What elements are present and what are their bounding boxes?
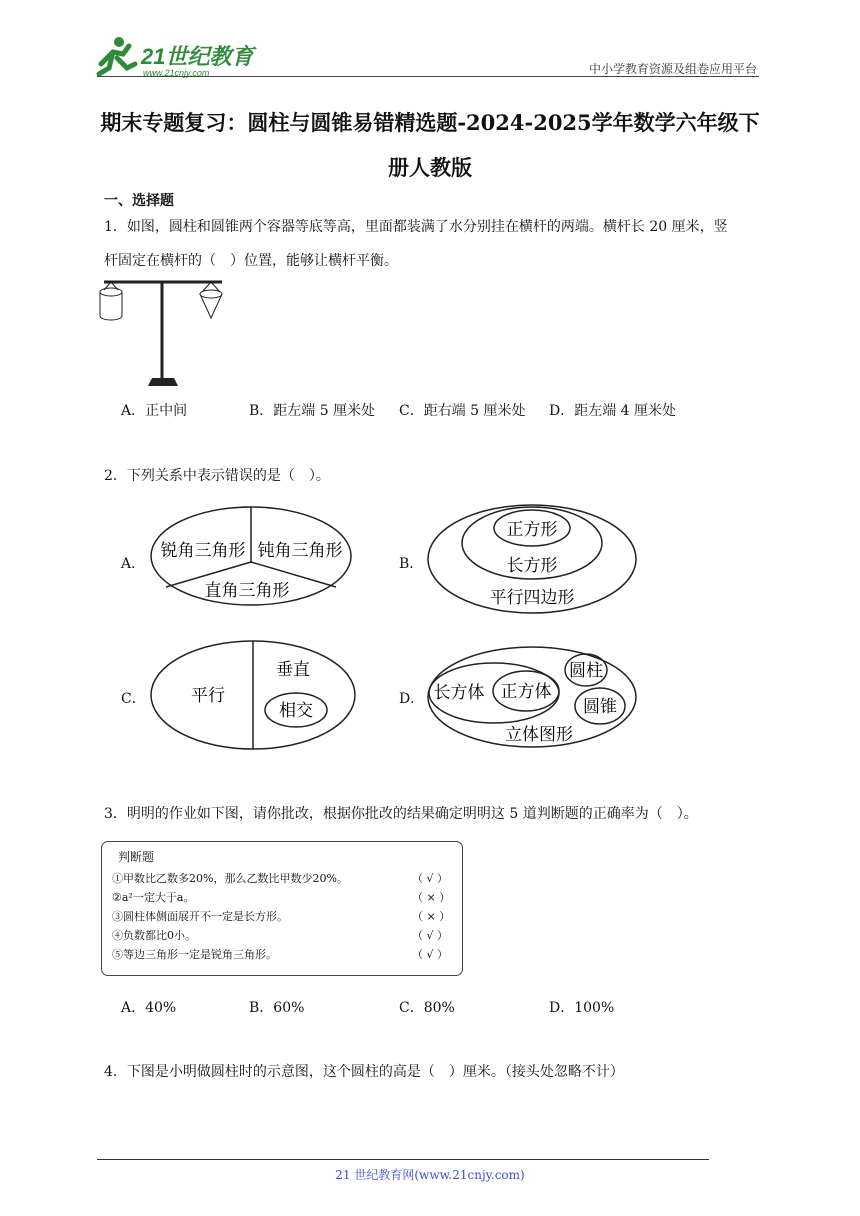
q2-text: 2．下列关系中表示错误的是（ ）。 xyxy=(104,468,330,484)
q2-label-b[interactable]: B． xyxy=(399,556,424,572)
q1-option-d[interactable]: D．距左端 4 厘米处 xyxy=(549,403,677,419)
logo-runner-icon xyxy=(95,34,265,78)
header-divider xyxy=(97,76,759,77)
q2-diagram-c xyxy=(148,638,358,752)
homework-mark-3: （ × ） xyxy=(412,910,451,923)
q3-text: 3．明明的作业如下图，请你批改，根据你批改的结果确定明明这 5 道判断题的正确率为（ ）。 xyxy=(104,806,698,822)
svg-text:www.21cnjy.com: www.21cnjy.com xyxy=(143,68,210,78)
homework-row-5: ⑤等边三角形一定是锐角三角形。 （ √ ） xyxy=(112,948,449,961)
homework-box xyxy=(101,841,463,976)
svg-text:正方体: 正方体 xyxy=(500,682,552,702)
platform-name: 中小学教育资源及组卷应用平台 xyxy=(588,62,757,76)
svg-text:长方体: 长方体 xyxy=(433,683,485,703)
q2-label-d[interactable]: D． xyxy=(399,691,425,707)
homework-mark-2: （ × ） xyxy=(412,891,451,904)
homework-row-2: ②a²一定大于a。 （ × ） xyxy=(112,891,451,904)
homework-row-1: ①甲数比乙数多20%，那么乙数比甲数少20%。 （ √ ） xyxy=(112,872,449,885)
q1-option-c[interactable]: C．距右端 5 厘米处 xyxy=(399,403,526,419)
svg-text:直角三角形: 直角三角形 xyxy=(204,581,290,601)
q2-label-a[interactable]: A． xyxy=(121,556,146,572)
svg-text:圆锥: 圆锥 xyxy=(583,697,617,717)
page-title-line2: 册人教版 xyxy=(388,155,472,180)
svg-text:锐角三角形: 锐角三角形 xyxy=(160,541,246,561)
svg-text:钝角三角形: 钝角三角形 xyxy=(257,541,343,561)
site-logo xyxy=(95,34,265,82)
balance-figure xyxy=(96,278,228,390)
q3-option-a[interactable]: A．40% xyxy=(121,1000,177,1016)
svg-text:21世纪教育: 21世纪教育 xyxy=(141,44,254,69)
section-heading: 一、选择题 xyxy=(104,193,174,209)
q2-label-c[interactable]: C． xyxy=(121,691,146,707)
q3-option-c[interactable]: C．80% xyxy=(399,1000,455,1016)
q4-text: 4．下图是小明做圆柱时的示意图，这个圆柱的高是（ ）厘米。（接头处忽略不计） xyxy=(104,1064,624,1080)
svg-text:长方形: 长方形 xyxy=(506,556,558,576)
svg-text:正方形: 正方形 xyxy=(506,520,558,540)
q1-option-b[interactable]: B．距左端 5 厘米处 xyxy=(249,403,376,419)
svg-text:相交: 相交 xyxy=(279,701,313,721)
q2-diagram-d xyxy=(426,645,638,749)
homework-row-4: ④负数都比0小。 （ √ ） xyxy=(112,929,449,942)
q1-text-line2: 杆固定在横杆的（ ）位置，能够让横杆平衡。 xyxy=(104,253,398,269)
footer-link[interactable]: 21 世纪教育网(www.21cnjy.com) xyxy=(335,1168,525,1182)
q3-option-b[interactable]: B．60% xyxy=(249,1000,305,1016)
homework-title: 判断题 xyxy=(118,850,155,864)
svg-text:垂直: 垂直 xyxy=(276,660,310,680)
footer-divider xyxy=(97,1159,709,1160)
q1-option-a[interactable]: A．正中间 xyxy=(121,403,188,419)
homework-mark-4: （ √ ） xyxy=(412,929,449,942)
svg-text:平行: 平行 xyxy=(191,686,225,706)
q2-diagram-a xyxy=(148,504,354,608)
svg-text:立体图形: 立体图形 xyxy=(505,725,573,745)
svg-text:平行四边形: 平行四边形 xyxy=(489,588,575,608)
q3-option-d[interactable]: D．100% xyxy=(549,1000,615,1016)
q1-text-line1: 1．如图，圆柱和圆锥两个容器等底等高，里面都装满了水分别挂在横杆的两端。横杆长 20 厘米，竖 xyxy=(104,219,728,235)
svg-text:圆柱: 圆柱 xyxy=(569,661,603,681)
q2-diagram-b xyxy=(426,503,638,615)
homework-mark-5: （ √ ） xyxy=(412,948,449,961)
page-title-line1: 期末专题复习：圆柱与圆锥易错精选题-2024-2025学年数学六年级下 xyxy=(100,110,760,135)
homework-mark-1: （ √ ） xyxy=(412,872,449,885)
homework-row-3: ③圆柱体侧面展开不一定是长方形。 （ × ） xyxy=(112,910,451,923)
